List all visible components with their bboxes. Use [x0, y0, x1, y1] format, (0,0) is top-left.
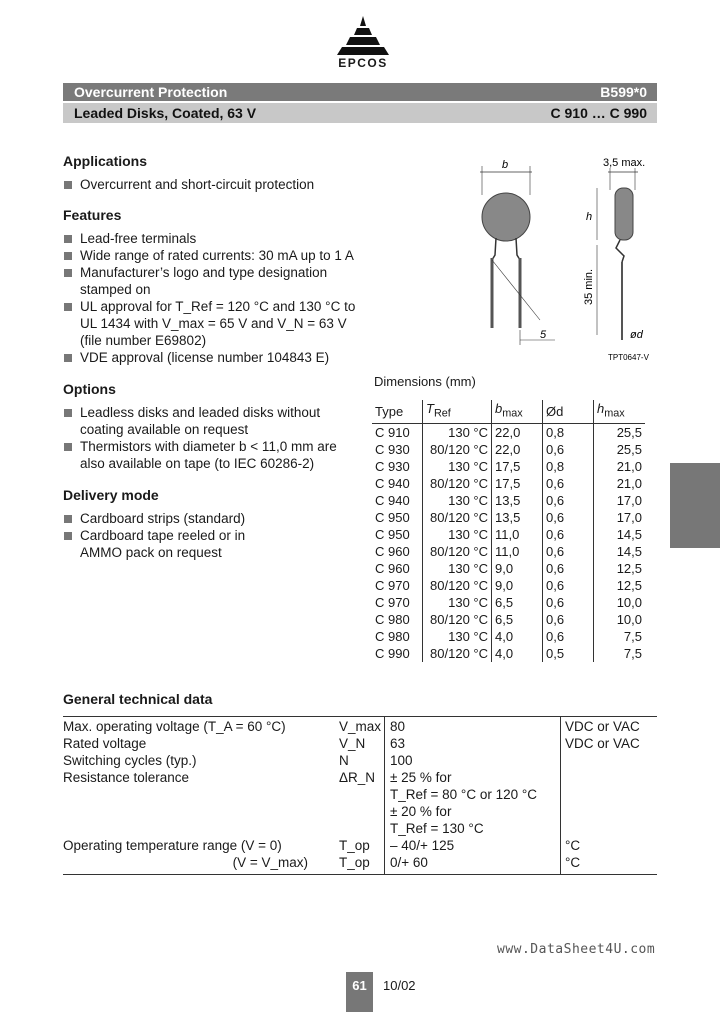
type-cell: C 960: [375, 543, 410, 559]
unit-cell: °C: [565, 838, 581, 853]
table-row: [372, 577, 645, 594]
delivery-list: [63, 510, 363, 561]
value-cell: 0/+ 60: [390, 855, 428, 870]
symbol-cell: ΔR_N: [339, 770, 376, 785]
type-range: C 910 … C 990: [550, 105, 647, 121]
tref-cell: 80/120 °C: [423, 475, 492, 492]
b-label: b: [502, 159, 509, 171]
bmax-cell: 17,5: [492, 458, 543, 475]
page-number: 61: [346, 972, 373, 1012]
applications-heading: Applications: [63, 153, 148, 169]
value-cell: – 40/+ 125: [390, 838, 455, 853]
col-tref: $T_{Ref}$: [423, 400, 492, 423]
delivery-heading: Delivery mode: [63, 487, 159, 503]
diameter-cell: 0,6: [543, 577, 594, 594]
brand-name: EPCOS: [338, 56, 388, 70]
features-list: [63, 230, 363, 366]
table-row: [372, 441, 645, 458]
symbol-cell: T_op: [339, 855, 370, 870]
param-cell: Switching cycles (typ.): [63, 753, 197, 768]
tref-cell: 80/120 °C: [423, 611, 492, 628]
type-cell: C 950: [375, 509, 410, 525]
hmax-cell: 25,5: [594, 423, 646, 441]
diameter-cell: 0,6: [543, 628, 594, 645]
diameter-cell: 0,6: [543, 611, 594, 628]
table-row: [372, 645, 645, 662]
hmax-cell: 21,0: [594, 475, 646, 492]
tref-cell: 130 °C: [423, 492, 492, 509]
table-row: [372, 560, 645, 577]
type-cell: C 940: [375, 475, 410, 491]
tref-cell: 130 °C: [423, 458, 492, 475]
table-row: [372, 594, 645, 611]
diameter-cell: 0,6: [543, 509, 594, 526]
bmax-cell: 13,5: [492, 492, 543, 509]
bmax-cell: 9,0: [492, 560, 543, 577]
table-row: [372, 543, 645, 560]
d-label: ød: [630, 329, 643, 341]
table-row: [372, 526, 645, 543]
type-cell: C 940: [375, 492, 410, 508]
table-row: [372, 458, 645, 475]
symbol-cell: T_op: [339, 838, 370, 853]
list-item: Manufacturer’s logo and type designation stamped on: [63, 264, 350, 298]
bmax-cell: 22,0: [492, 423, 543, 441]
hmax-cell: 21,0: [594, 458, 646, 475]
table-row: [372, 628, 645, 645]
tref-cell: 80/120 °C: [423, 509, 492, 526]
general-heading: General technical data: [63, 691, 213, 707]
table-row: [372, 611, 645, 628]
type-cell: C 970: [375, 594, 410, 610]
type-cell: C 970: [375, 577, 410, 593]
diameter-cell: 0,8: [543, 423, 594, 441]
col-hmax: $h_{max}$: [594, 400, 646, 423]
hmax-cell: 12,5: [594, 577, 646, 594]
value-cell: ± 25 % for: [390, 770, 452, 785]
hmax-cell: 7,5: [594, 628, 646, 645]
list-item: Cardboard tape reeled or in AMMO pack on request: [63, 527, 275, 561]
type-cell: C 930: [375, 458, 410, 474]
bmax-cell: 13,5: [492, 509, 543, 526]
col-type: Type: [372, 400, 423, 423]
diameter-cell: 0,6: [543, 560, 594, 577]
symbol-cell: V_max: [339, 719, 382, 734]
page-title: Overcurrent Protection: [74, 84, 228, 100]
table-row: [372, 492, 645, 509]
bmax-cell: 4,0: [492, 628, 543, 645]
hmax-cell: 25,5: [594, 441, 646, 458]
subtitle-bar: [63, 103, 657, 123]
diameter-cell: 0,6: [543, 543, 594, 560]
epcos-logo-icon: [335, 14, 391, 56]
param-cell: Operating temperature range (V = 0): [63, 838, 282, 853]
list-item: Leadless disks and leaded disks without coating available on request: [63, 404, 345, 438]
unit-cell: °C: [565, 855, 581, 870]
side-tab: [670, 463, 720, 548]
features-heading: Features: [63, 207, 122, 223]
value-cell: 100: [390, 753, 413, 768]
value-cell: 63: [390, 736, 406, 751]
hmax-cell: 14,5: [594, 526, 646, 543]
list-item: VDE approval (license number 104843 E): [63, 349, 363, 366]
type-cell: C 950: [375, 526, 410, 542]
symbol-cell: V_N: [339, 736, 366, 751]
page-subtitle: Leaded Disks, Coated, 63 V: [74, 105, 257, 121]
list-item: Lead-free terminals: [63, 230, 363, 247]
bmax-cell: 11,0: [492, 543, 543, 560]
diameter-cell: 0,8: [543, 458, 594, 475]
bmax-cell: 9,0: [492, 577, 543, 594]
bmax-cell: 22,0: [492, 441, 543, 458]
type-cell: C 980: [375, 611, 410, 627]
thermistor-drawing: [470, 150, 660, 375]
bmax-cell: 6,5: [492, 594, 543, 611]
hmax-cell: 12,5: [594, 560, 646, 577]
bmax-cell: 6,5: [492, 611, 543, 628]
type-cell: C 960: [375, 560, 410, 576]
options-list: [63, 404, 363, 472]
title-bar: [63, 83, 657, 101]
diameter-cell: 0,6: [543, 475, 594, 492]
list-item: Thermistors with diameter b < 11,0 mm are also available on tape (to IEC 60286-2): [63, 438, 355, 472]
hmax-cell: 7,5: [594, 645, 646, 662]
param-cell: (V = V_max): [232, 855, 308, 870]
thickness-label: 3,5 max.: [603, 157, 646, 169]
diameter-cell: 0,5: [543, 645, 594, 662]
drawing-ref: TPT0647-V: [608, 353, 649, 362]
param-cell: Resistance tolerance: [63, 770, 190, 785]
type-cell: C 990: [375, 645, 410, 661]
list-item: Cardboard strips (standard): [63, 510, 363, 527]
table-row: [372, 423, 645, 441]
col-bmax: $b_{max}$: [492, 400, 543, 423]
bmax-cell: 11,0: [492, 526, 543, 543]
bmax-cell: 4,0: [492, 645, 543, 662]
dimensions-caption: Dimensions (mm): [374, 374, 476, 389]
bmax-cell: 17,5: [492, 475, 543, 492]
lead-length-label: 35 min.: [583, 268, 595, 305]
pitch-label: 5: [540, 329, 547, 341]
diameter-cell: 0,6: [543, 594, 594, 611]
tref-cell: 130 °C: [423, 526, 492, 543]
value-cell: T_Ref = 130 °C: [390, 821, 484, 836]
table-row: [372, 509, 645, 526]
param-cell: Max. operating voltage (T_A = 60 °C): [63, 719, 286, 734]
symbol-cell: N: [339, 753, 349, 768]
type-cell: C 980: [375, 628, 410, 644]
tref-cell: 80/120 °C: [423, 577, 492, 594]
hmax-cell: 10,0: [594, 611, 646, 628]
tref-cell: 80/120 °C: [423, 441, 492, 458]
list-item: Wide range of rated currents: 30 mA up to 1 A: [63, 247, 363, 264]
diameter-cell: 0,6: [543, 492, 594, 509]
table-header-row: [372, 400, 645, 423]
tref-cell: 130 °C: [423, 628, 492, 645]
value-cell: T_Ref = 80 °C or 120 °C: [390, 787, 537, 802]
unit-cell: VDC or VAC: [565, 719, 640, 734]
hmax-cell: 14,5: [594, 543, 646, 560]
hmax-cell: 17,0: [594, 509, 646, 526]
list-item: UL approval for T_Ref = 120 °C and 130 °C to UL 1434 with V_max = 65 V and V_N = 63 V (file number E69802): [63, 298, 365, 349]
revision-date: 10/02: [383, 978, 416, 993]
table-row: [372, 475, 645, 492]
unit-cell: VDC or VAC: [565, 736, 640, 751]
list-item: Overcurrent and short-circuit protection: [63, 176, 363, 193]
general-data-table: [63, 716, 657, 875]
tref-cell: 80/120 °C: [423, 645, 492, 662]
tref-cell: 130 °C: [423, 560, 492, 577]
type-cell: C 910: [375, 424, 410, 440]
param-cell: Rated voltage: [63, 736, 147, 751]
diameter-cell: 0,6: [543, 526, 594, 543]
value-cell: ± 20 % for: [390, 804, 452, 819]
tref-cell: 130 °C: [423, 594, 492, 611]
tref-cell: 80/120 °C: [423, 543, 492, 560]
diameter-cell: 0,6: [543, 441, 594, 458]
tref-cell: 130 °C: [423, 423, 492, 441]
hmax-cell: 17,0: [594, 492, 646, 509]
applications-list: [63, 176, 363, 193]
col-diameter: Ød: [543, 400, 594, 423]
h-label: h: [586, 211, 593, 223]
value-cell: 80: [390, 719, 406, 734]
source-url: www.DataSheet4U.com: [497, 942, 656, 957]
options-heading: Options: [63, 381, 116, 397]
product-code: B599*0: [600, 84, 647, 100]
dimensions-table: [372, 400, 645, 662]
hmax-cell: 10,0: [594, 594, 646, 611]
type-cell: C 930: [375, 441, 410, 457]
